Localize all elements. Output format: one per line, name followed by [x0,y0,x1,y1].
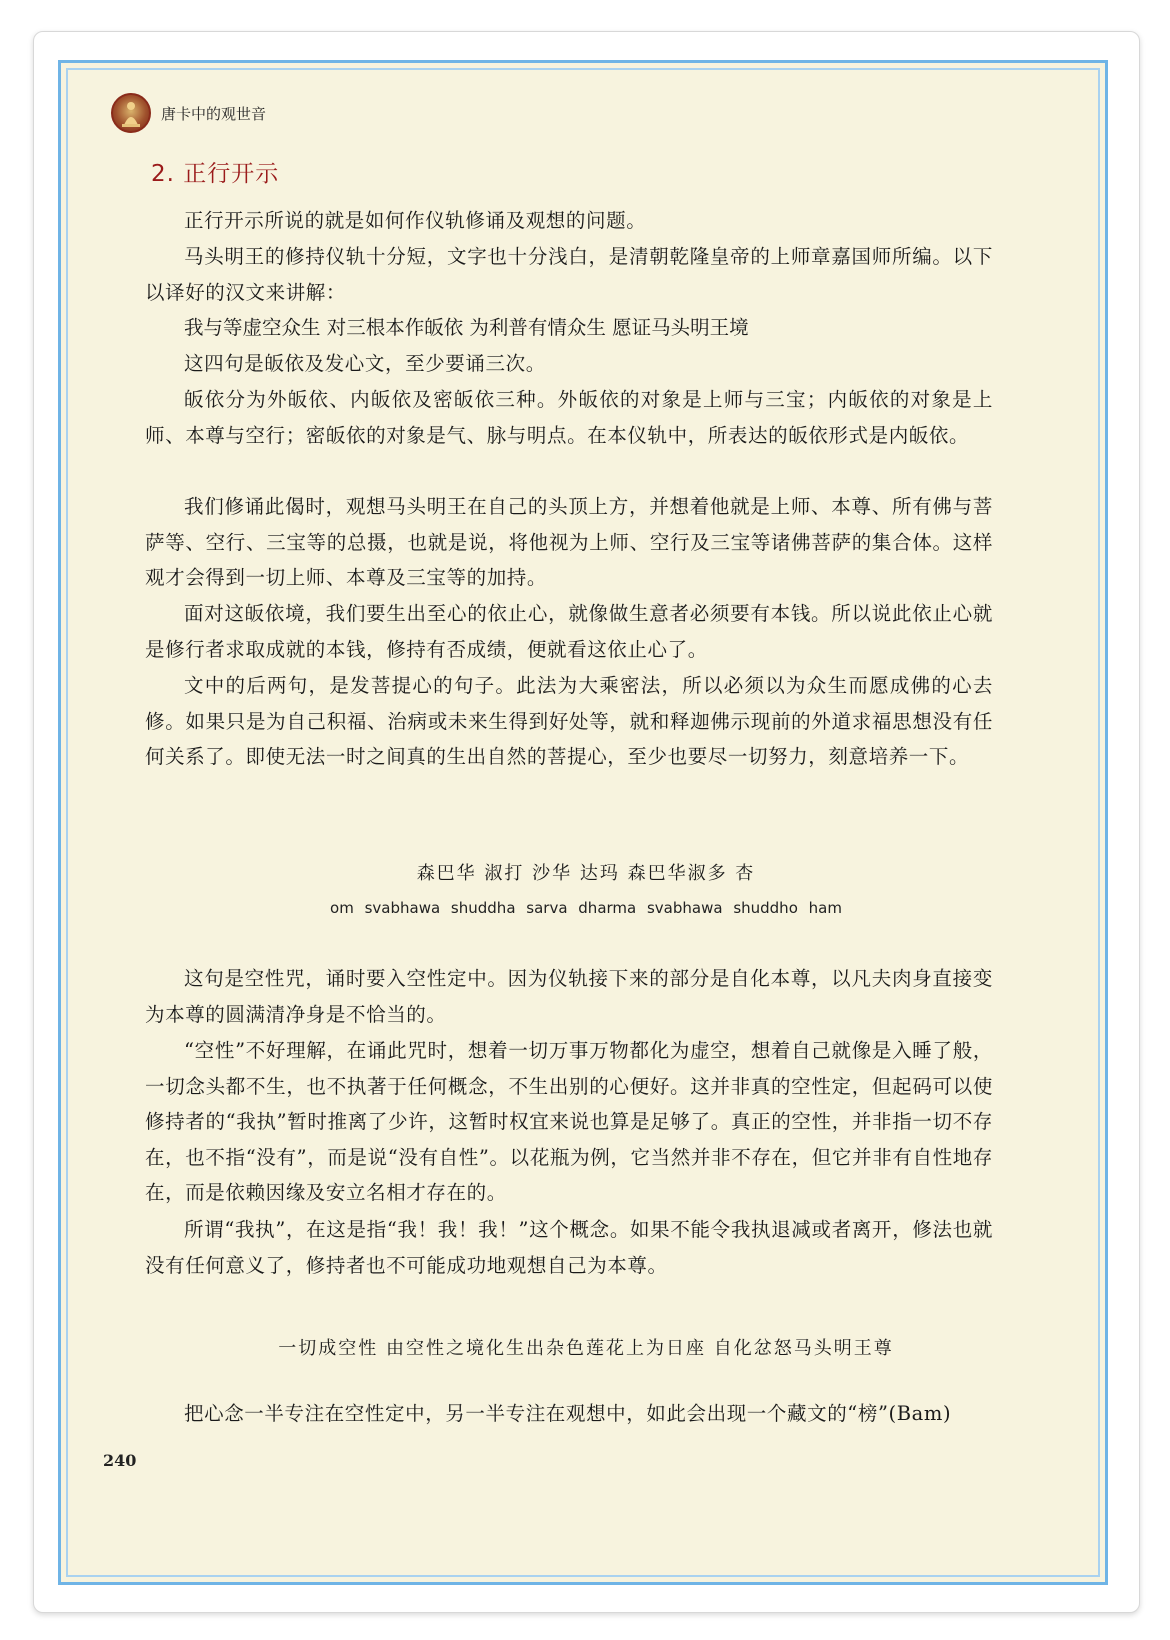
paragraph: 正行开示所说的就是如何作仪轨修诵及观想的问题。 [184,209,647,232]
refuge-verse: 我与等虚空众生 对三根本作皈依 为利普有情众生 愿证马头明王境 [184,316,749,339]
paragraph: “空性”不好理解，在诵此咒时，想着一切万事万物都化为虚空，想着自己就像是入睡了般，一切念头都不生，也不执著于任何概念，不生出别的心便好。这并非真的空性定，但起码可以使修持者的“我执”暂时推离了少许，这暂时权宜来说也算是足够了。真正的空性，并非指一切不存在，也不指“没有”，而是说“没有自性”。以花瓶为例，它当然并非不存在，但它并非有自性地存在，而是依赖因缘及安立名相才存在的。 [145,1039,993,1204]
buddha-emblem-icon [111,93,151,133]
visualization-verse: 一切成空性 由空性之境化生出杂色莲花上为日座 自化忿怒马头明王尊 [278,1338,894,1359]
paragraph: 皈依分为外皈依、内皈依及密皈依三种。外皈依的对象是上师与三宝；内皈依的对象是上师、本尊与空行；密皈依的对象是气、脉与明点。在本仪轨中，所表达的皈依形式是内皈依。 [145,388,993,447]
mantra-chinese: 森巴华 淑打 沙华 达玛 森巴华淑多 杏 [416,863,756,884]
running-header-title: 唐卡中的观世音 [161,104,267,123]
page-number: 240 [103,1451,137,1470]
book-page [58,60,1108,1585]
mantra-romanized: om svabhawa shuddha sarva dharma svabhawa shuddho ham [330,899,842,917]
paragraph: 把心念一半专注在空性定中，另一半专注在观想中，如此会出现一个藏文的“榜”(Bam) [184,1402,952,1425]
paragraph: 我们修诵此偈时，观想马头明王在自己的头顶上方，并想着他就是上师、本尊、所有佛与菩萨等、空行、三宝等的总摄，也就是说，将他视为上师、空行及三宝等诸佛菩萨的集合体。这样观才会得到一切上师、本尊及三宝等的加持。 [145,495,993,589]
running-header [111,91,266,135]
section-title: 2. 正行开示 [151,161,280,187]
paragraph: 这四句是皈依及发心文，至少要诵三次。 [184,352,546,375]
paragraph: 文中的后两句，是发菩提心的句子。此法为大乘密法，所以必须以为众生而愿成佛的心去修。如果只是为自己积福、治病或未来生得到好处等，就和释迦佛示现前的外道求福思想没有任何关系了。即使无法一时之间真的生出自然的菩提心，至少也要尽一切努力，刻意培养一下。 [145,674,993,768]
paragraph: 这句是空性咒，诵时要入空性定中。因为仪轨接下来的部分是自化本尊，以凡夫肉身直接变为本尊的圆满清净身是不恰当的。 [145,967,993,1026]
paragraph: 所谓“我执”，在这是指“我！我！我！”这个概念。如果不能令我执退减或者离开，修法也就没有任何意义了，修持者也不可能成功地观想自己为本尊。 [145,1218,993,1277]
paragraph: 面对这皈依境，我们要生出至心的依止心，就像做生意者必须要有本钱。所以说此依止心就是修行者求取成就的本钱，修持有否成绩，便就看这依止心了。 [145,602,993,661]
paragraph: 马头明王的修持仪轨十分短，文字也十分浅白，是清朝乾隆皇帝的上师章嘉国师所编。以下以译好的汉文来讲解： [145,245,993,304]
